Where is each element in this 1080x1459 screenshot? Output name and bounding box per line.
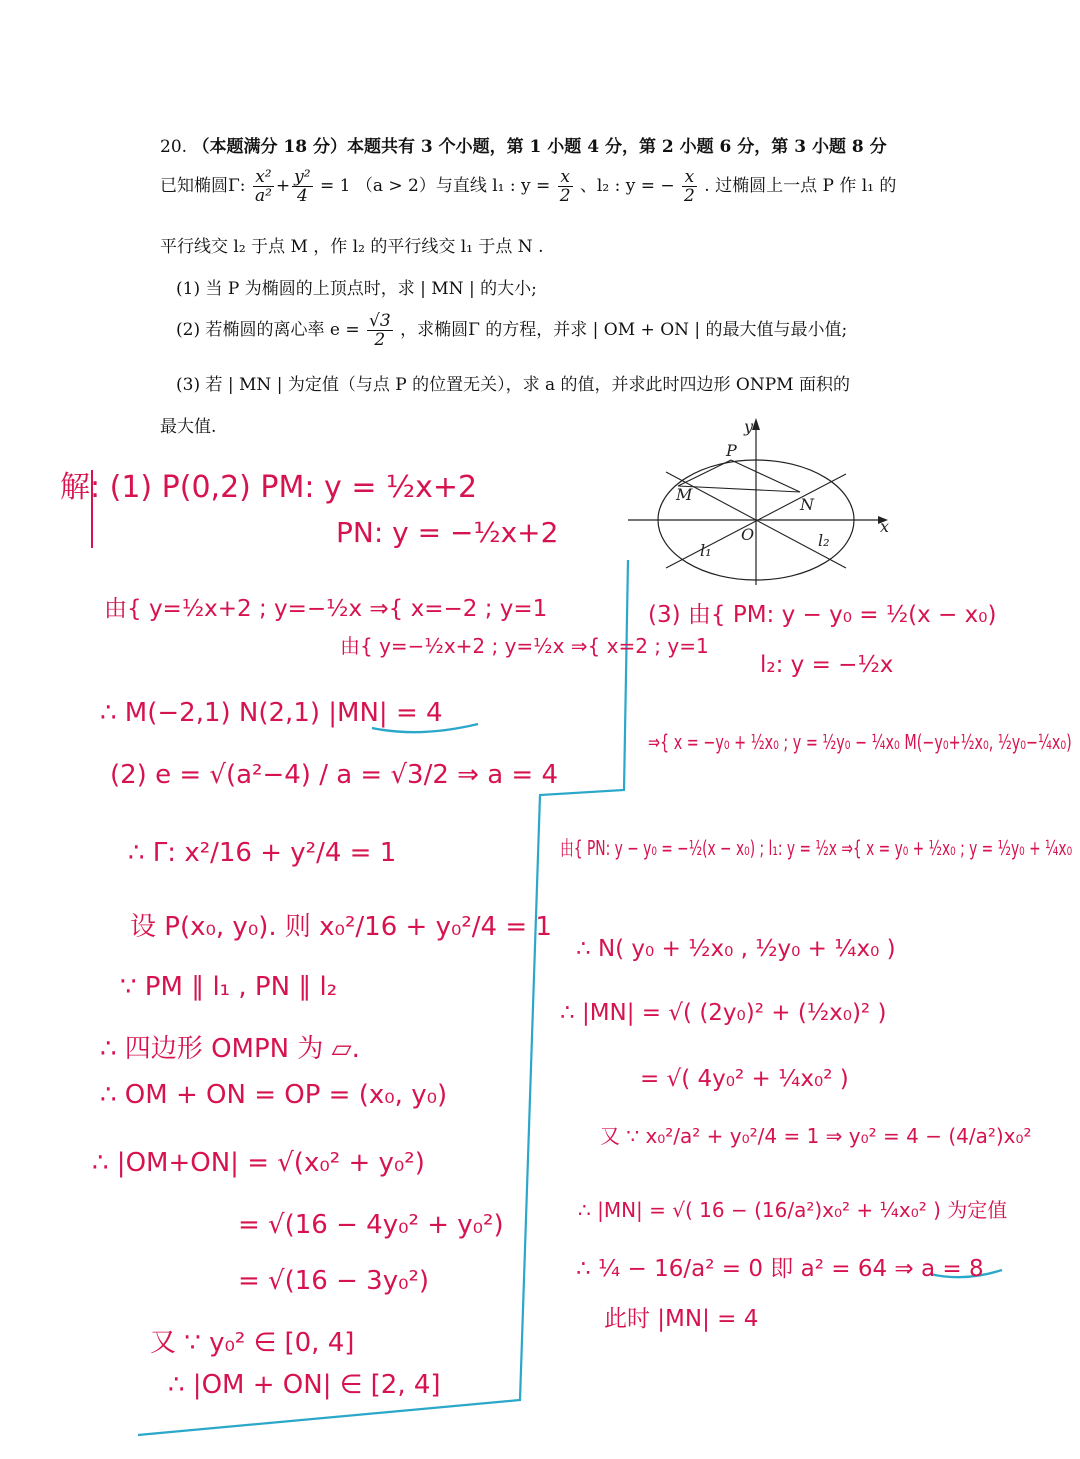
hand-right-line-1: (3) 由{ PM: y − y₀ = ½(x − x₀) — [648, 602, 997, 628]
hand-right-line-4: 由{ PN: y − y₀ = −½(x − x₀) ; l₁: y = ½x ⇒{ x = y₀ + ½x₀ ; y = ½y₀ + ¼x₀ — [560, 836, 1073, 860]
hand-right-line-9: ∴ |MN| = √( 16 − (16/a²)x₀² + ¼x₀² ) 为定值 — [578, 1198, 1008, 1222]
label-y: y — [744, 417, 754, 436]
hand-line-10: ∴ 四边形 OMPN 为 ▱. — [100, 1034, 360, 1064]
question-3: (3) 若 | MN | 为定值（与点 P 的位置无关），求 a 的值，并求此时四边形 ONPM 面积的 — [176, 375, 850, 395]
fraction-y2-4: $\frac{\text{y²}}{4}$ — [294, 167, 311, 206]
problem-number: 20. — [160, 137, 188, 157]
label-N: N — [800, 495, 814, 514]
hand-line-4: 由{ y=−½x+2 ; y=½x ⇒{ x=2 ; y=1 — [340, 634, 709, 658]
hand-line-6: (2) e = √(a²−4) / a = √3/2 ⇒ a = 4 — [110, 760, 558, 790]
hand-right-line-5: ∴ N( y₀ + ½x₀ , ½y₀ + ¼x₀ ) — [576, 936, 896, 962]
hand-line-16: ∴ |OM + ON| ∈ [2, 4] — [168, 1370, 441, 1400]
label-P: P — [726, 441, 737, 460]
hand-line-13: = √(16 − 4y₀² + y₀²) — [238, 1210, 504, 1240]
label-l2: l₂ — [818, 531, 830, 550]
question-2: (2) 若椭圆的离心率 e = $\frac{√3}{2}$ ，求椭圆Γ 的方程，并求 | OM + ON | 的最大值与最小值; — [176, 311, 848, 350]
hand-line-15: 又 ∵ y₀² ∈ [0, 4] — [150, 1328, 355, 1358]
question-1: (1) 当 P 为椭圆的上顶点时，求 | MN | 的大小; — [176, 279, 537, 299]
hand-line-8: 设 P(x₀, y₀). 则 x₀²/16 + y₀²/4 = 1 — [130, 912, 552, 942]
fraction-x2-a2: $\frac{\text{x²}}{\text{a²}}$ — [254, 167, 272, 206]
hand-right-line-6: ∴ |MN| = √( (2y₀)² + (½x₀)² ) — [560, 1000, 887, 1026]
hand-line-14: = √(16 − 3y₀²) — [238, 1266, 430, 1296]
hand-right-line-11: 此时 |MN| = 4 — [604, 1306, 759, 1332]
hand-line-12: ∴ |OM+ON| = √(x₀² + y₀²) — [92, 1148, 425, 1178]
label-M: M — [676, 485, 693, 504]
problem-line-1: 已知椭圆Γ: $\frac{\text{x²}}{\text{a²}}$ + $\frac{\text{y²}}{4}$ = 1 （a > 2）与直线 l₁ : y = $\frac{x}{2}$ 、l₂ : y = − $\frac{x}{2}$ . 过椭圆上一点 P 作 l₁ 的 — [160, 167, 897, 206]
question-3-end: 最大值. — [160, 417, 217, 437]
hand-line-1: 解: (1) P(0,2) PM: y = ½x+2 — [60, 470, 478, 505]
hand-line-7: ∴ Γ: x²/16 + y²/4 = 1 — [128, 838, 397, 868]
hand-right-line-2: l₂: y = −½x — [760, 652, 894, 678]
problem-line-2: 平行线交 l₂ 于点 M ，作 l₂ 的平行线交 l₁ 于点 N . — [160, 237, 544, 257]
hand-line-3: 由{ y=½x+2 ; y=−½x ⇒{ x=−2 ; y=1 — [104, 596, 548, 622]
hand-line-5: ∴ M(−2,1) N(2,1) |MN| = 4 — [100, 698, 443, 728]
fraction-x-2-neg: $\frac{x}{2}$ — [684, 167, 695, 206]
fraction-x-2: $\frac{x}{2}$ — [559, 167, 571, 206]
hand-right-line-3: ⇒{ x = −y₀ + ½x₀ ; y = ½y₀ − ¼x₀ M(−y₀+½x₀, ½y₀−¼x₀) — [648, 730, 1072, 754]
hand-right-line-8: 又 ∵ x₀²/a² + y₀²/4 = 1 ⇒ y₀² = 4 − (4/a²)x₀² — [600, 1124, 1032, 1148]
hand-line-2: PN: y = −½x+2 — [336, 516, 559, 549]
label-x: x — [880, 517, 890, 536]
hand-right-line-10: ∴ ¼ − 16/a² = 0 即 a² = 64 ⇒ a = 8 — [576, 1256, 984, 1282]
problem-scoring: （本题满分 18 分）本题共有 3 个小题，第 1 小题 4 分，第 2 小题 6 分，第 3 小题 8 分 — [192, 137, 887, 157]
label-l1: l₁ — [700, 541, 712, 560]
hand-right-line-7: = √( 4y₀² + ¼x₀² ) — [640, 1066, 849, 1092]
label-O: O — [741, 525, 755, 544]
hand-line-11: ∴ OM + ON = OP = (x₀, y₀) — [100, 1080, 448, 1110]
hand-line-9: ∵ PM ∥ l₁ , PN ∥ l₂ — [120, 972, 338, 1002]
fraction-sqrt3-2: $\frac{√3}{2}$ — [369, 311, 391, 350]
